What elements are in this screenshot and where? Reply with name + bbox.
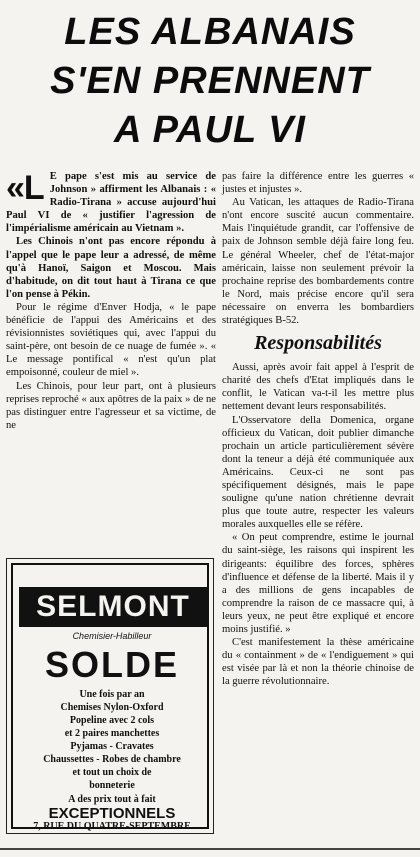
ad-line: Chaussettes - Robes de chambre bbox=[43, 754, 181, 765]
ad-line: Pyjamas - Cravates bbox=[70, 741, 154, 752]
drop-cap: «L bbox=[6, 170, 44, 207]
lead-text: E pape s'est mis au service de Johnson » affirment les Albanais : « Radio-Tirana » accuse aujourd'hui Paul VI de « justifier l'agression de l'impérialisme américain au Vietnam ». bbox=[6, 171, 216, 235]
lead-paragraph bbox=[6, 170, 216, 235]
article-paragraph: C'est manifestement la thèse américaine du « containment » de « l'endiguement » qui est visée par là et non la théorie chinoise de la guerre révolutionnaire. bbox=[222, 637, 414, 688]
ad-solde: SOLDE bbox=[44, 644, 179, 685]
article-column-right bbox=[222, 170, 414, 688]
article-paragraph: Aussi, après avoir fait appel à l'esprit de charité des chefs d'Etat impliqués dans le conflit, le Vatican va-t-il les mettre plus nettement devant leurs responsabilités. bbox=[222, 362, 414, 413]
article-paragraph: Les Chinois n'ont pas encore répondu à l'appel que le pape leur a adressé, de même qu'à Hanoï, Saigon et Moscou. Mais d'habitude, on dit tout haut à Tirana ce que l'on pense à Pékin. bbox=[6, 236, 216, 300]
article-paragraph: Au Vatican, les attaques de Radio-Tirana n'ont encore suscité aucun commentaire. Mais l'inquiétude grandit, car l'offensive de paix de Johnson semble déjà faire long feu. Le général Wheeler, chef de l'état-major américain, laisse non seulement prévoir la prochaine reprise des bombardements contre le Nord, mais précise encore qu'il sera nécessaire on enverra les bombardiers stratégiques B-52. bbox=[222, 197, 414, 327]
headline bbox=[0, 8, 420, 155]
article-paragraph: « On peut comprendre, estime le journal du saint-siège, les raisons qui inspirent les dirigeants: équilibre des forces, sphères d'influence et défense de la liberté. Mais il y a des millions de gens incapables de comprendre la raison de ce massacre qui, à leurs yeux, ne peut être expliqué et encore moins justifié. » bbox=[222, 532, 414, 635]
article-paragraph: L'Osservatore della Domenica, organe officieux du Vatican, doit publier dimanche prochain un article particulièrement sévère dont la teneur a déjà été communiquée aux Américains. Ceux-ci ne sont pas spécifiquement désignés, mais le pape souligne qu'une nation chrétienne devrait plus que toute autre, respecter les valeurs morales auxquelles elle se réfère. bbox=[222, 414, 414, 531]
ad-line: A des prix tout à fait bbox=[68, 794, 156, 805]
article-paragraph: pas faire la différence entre les guerres « justes et injustes ». bbox=[222, 171, 414, 196]
ad-line: et tout un choix de bbox=[72, 767, 152, 778]
article-paragraph: Pour le régime d'Enver Hodja, « le pape bénéficie de l'appui des Américains et des révisionnistes soviétiques qui, avec l'appui du saint-père, ont besoin de ce nuage de fumée ». « Le message pontifical « n'est qu'un plat empoisonné, couleur de miel ». bbox=[6, 301, 216, 379]
ad-frame bbox=[11, 563, 209, 832]
ad-subtitle: Chemisier-Habilleur bbox=[72, 631, 152, 641]
headline-line-1: LES ALBANAIS bbox=[64, 11, 356, 53]
ad-line: Chemises Nylon-Oxford bbox=[60, 702, 164, 713]
subheading: Responsabilités bbox=[254, 332, 382, 355]
ad-line: Une fois par an bbox=[79, 689, 145, 700]
headline-line-3: A PAUL VI bbox=[114, 109, 306, 151]
ad-brand: SELMONT bbox=[19, 587, 207, 627]
ad-line: Popeline avec 2 cols bbox=[69, 715, 155, 726]
ad-line: bonneterie bbox=[89, 780, 135, 791]
bottom-rule bbox=[0, 848, 420, 850]
ad-address: 7, RUE DU QUATRE-SEPTEMBRE bbox=[33, 821, 191, 832]
article-paragraph: Les Chinois, pour leur part, ont à plusieurs reprises reproché « aux apôtres de la paix » de ne pas distinguer entre l'agresseur et sa victime, de ne bbox=[6, 380, 216, 431]
ad-exceptionnels: EXCEPTIONNELS bbox=[48, 805, 176, 822]
ad-line: et 2 paires manchettes bbox=[64, 728, 160, 739]
advertisement bbox=[6, 558, 214, 834]
headline-line-2: S'EN PRENNENT bbox=[50, 60, 370, 102]
article-column-left bbox=[6, 170, 216, 432]
